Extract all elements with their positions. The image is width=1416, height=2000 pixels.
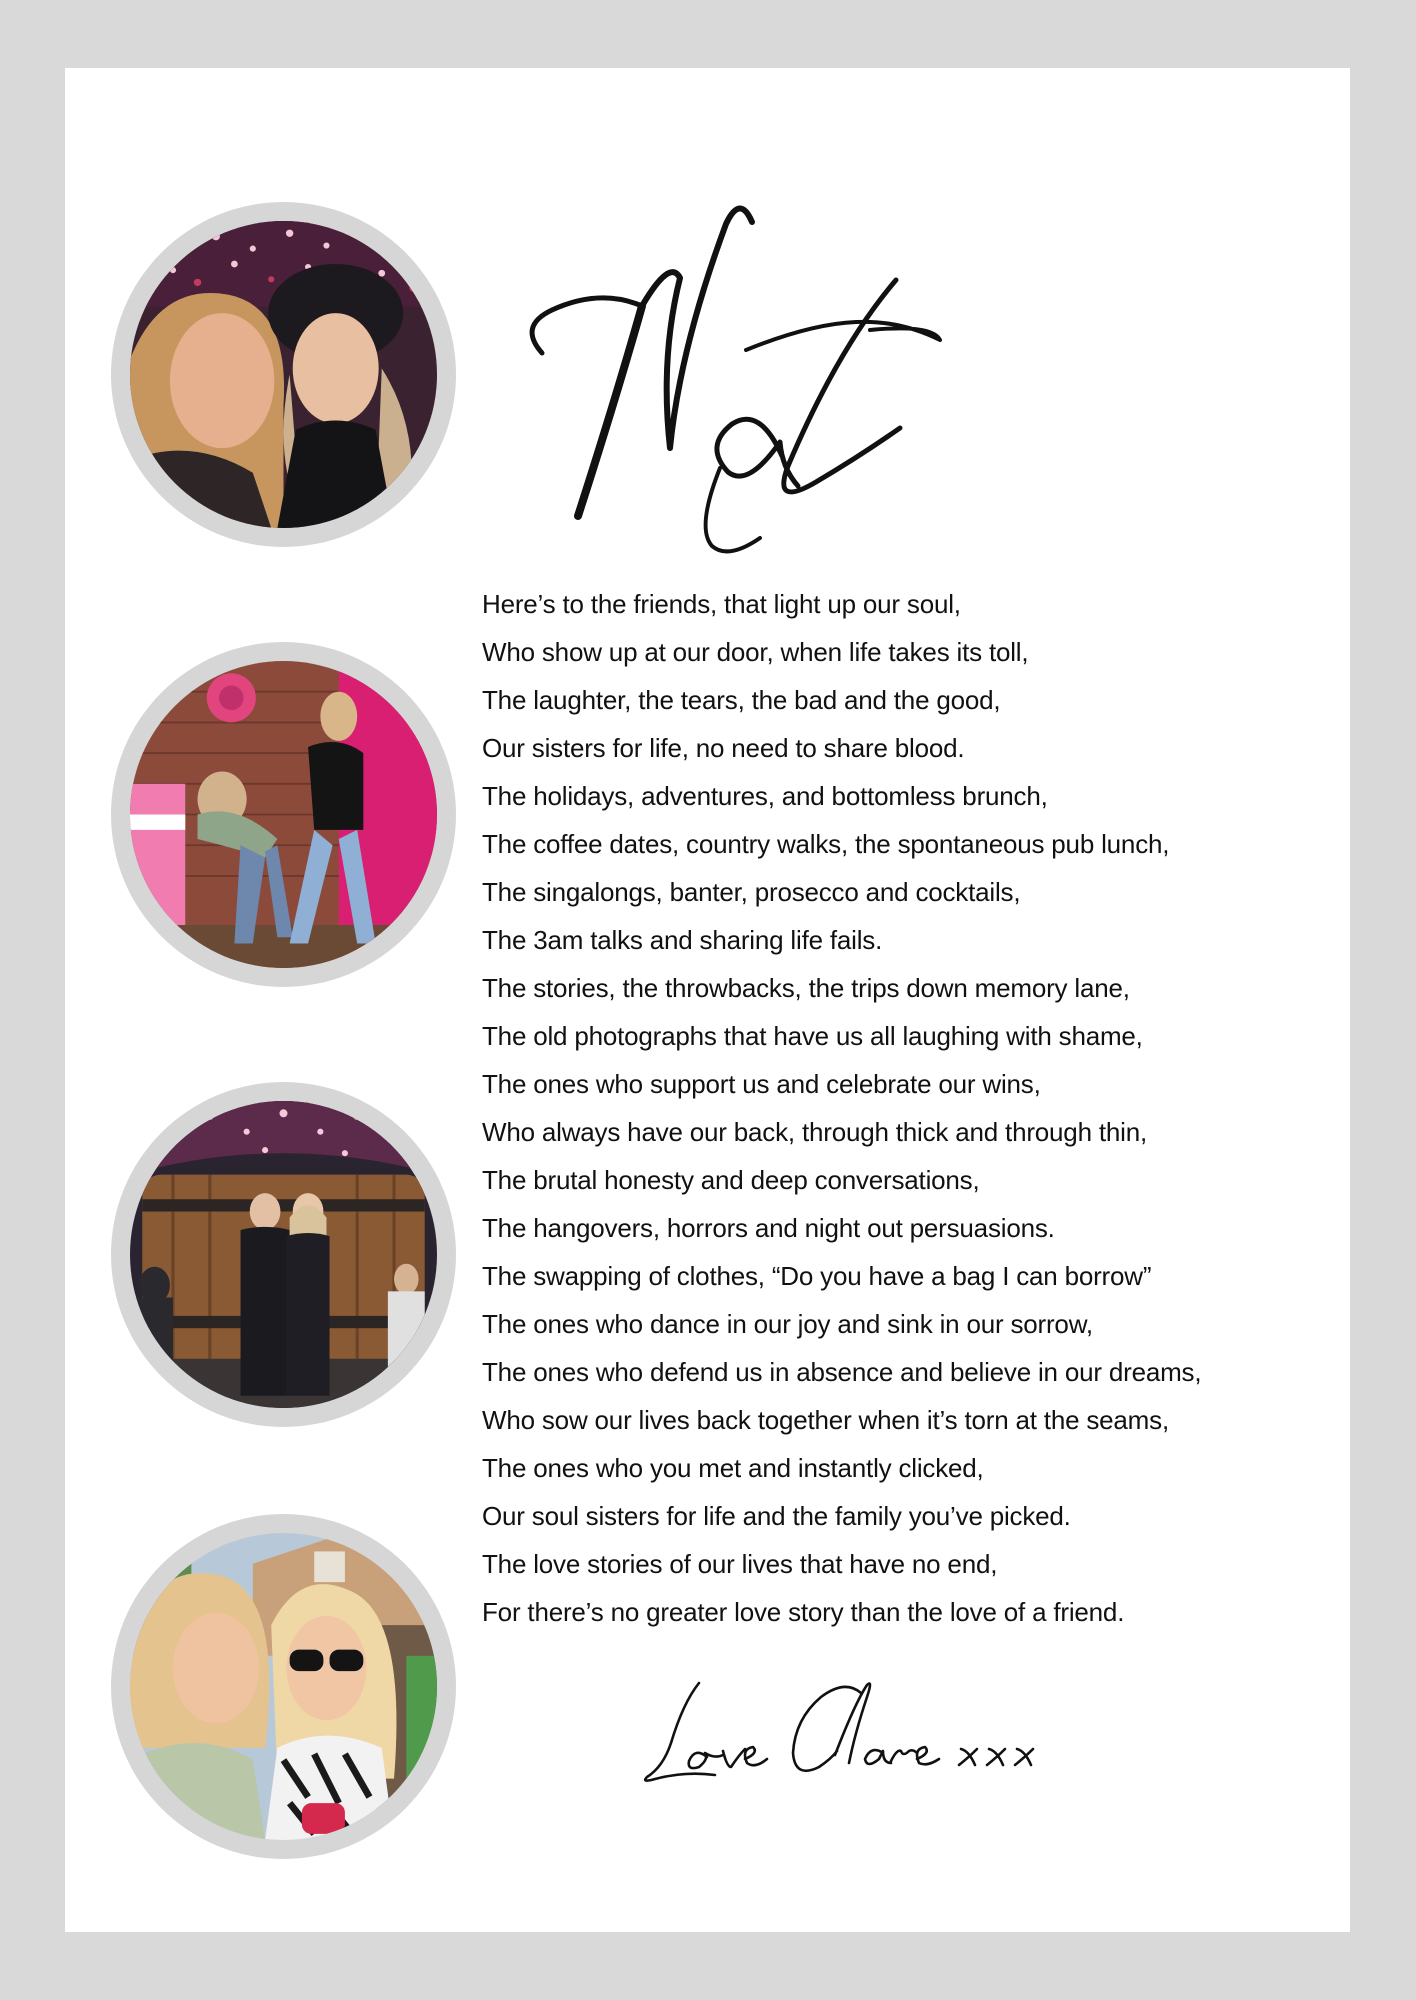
poem-line: The love stories of our lives that have no end,: [482, 1549, 998, 1579]
poem-line: Who show up at our door, when life takes its toll,: [482, 637, 1029, 667]
poem-line: For there’s no greater love story than the love of a friend.: [482, 1597, 1125, 1627]
poem-text: [482, 580, 1342, 1636]
photo-frame-2: [111, 642, 456, 987]
poem-line: Who sow our lives back together when it’s torn at the seams,: [482, 1405, 1169, 1435]
poem-line: The holidays, adventures, and bottomless brunch,: [482, 781, 1048, 811]
poem-line: Who always have our back, through thick and through thin,: [482, 1117, 1147, 1147]
poem-line: The ones who dance in our joy and sink in our sorrow,: [482, 1309, 1093, 1339]
signature: [635, 1663, 1135, 1803]
poem-page: [65, 68, 1350, 1932]
photo-frame-3: [111, 1082, 456, 1427]
poem-line: The hangovers, horrors and night out persuasions.: [482, 1213, 1055, 1243]
photo-frame-4: [111, 1514, 456, 1859]
poem-line: The swapping of clothes, “Do you have a bag I can borrow”: [482, 1261, 1152, 1291]
poem-line: The brutal honesty and deep conversations,: [482, 1165, 980, 1195]
poem-line: The coffee dates, country walks, the spontaneous pub lunch,: [482, 829, 1170, 859]
poem-line: The stories, the throwbacks, the trips down memory lane,: [482, 973, 1130, 1003]
photo-barrel-lights: [130, 1101, 437, 1408]
poem-line: The ones who you met and instantly clicked,: [482, 1453, 984, 1483]
poem-line: Our soul sisters for life and the family you’ve picked.: [482, 1501, 1071, 1531]
poem-line: Our sisters for life, no need to share blood.: [482, 733, 965, 763]
poem-line: The singalongs, banter, prosecco and cocktails,: [482, 877, 1021, 907]
poem-line: The ones who defend us in absence and believe in our dreams,: [482, 1357, 1202, 1387]
poem-line: The laughter, the tears, the bad and the good,: [482, 685, 1001, 715]
poem-line: The old photographs that have us all laughing with shame,: [482, 1021, 1143, 1051]
title-script-drawing: [520, 198, 1160, 578]
photo-garden-sunglasses: [130, 1533, 437, 1840]
photo-selfie-lights: [130, 221, 437, 528]
title-script: [520, 198, 1160, 578]
signature-drawing: [635, 1663, 1135, 1803]
poem-line: The 3am talks and sharing life fails.: [482, 925, 883, 955]
photo-frame-1: [111, 202, 456, 547]
poem-line: Here’s to the friends, that light up our soul,: [482, 589, 961, 619]
photo-brick-wall: [130, 661, 437, 968]
poem-line: The ones who support us and celebrate our wins,: [482, 1069, 1041, 1099]
